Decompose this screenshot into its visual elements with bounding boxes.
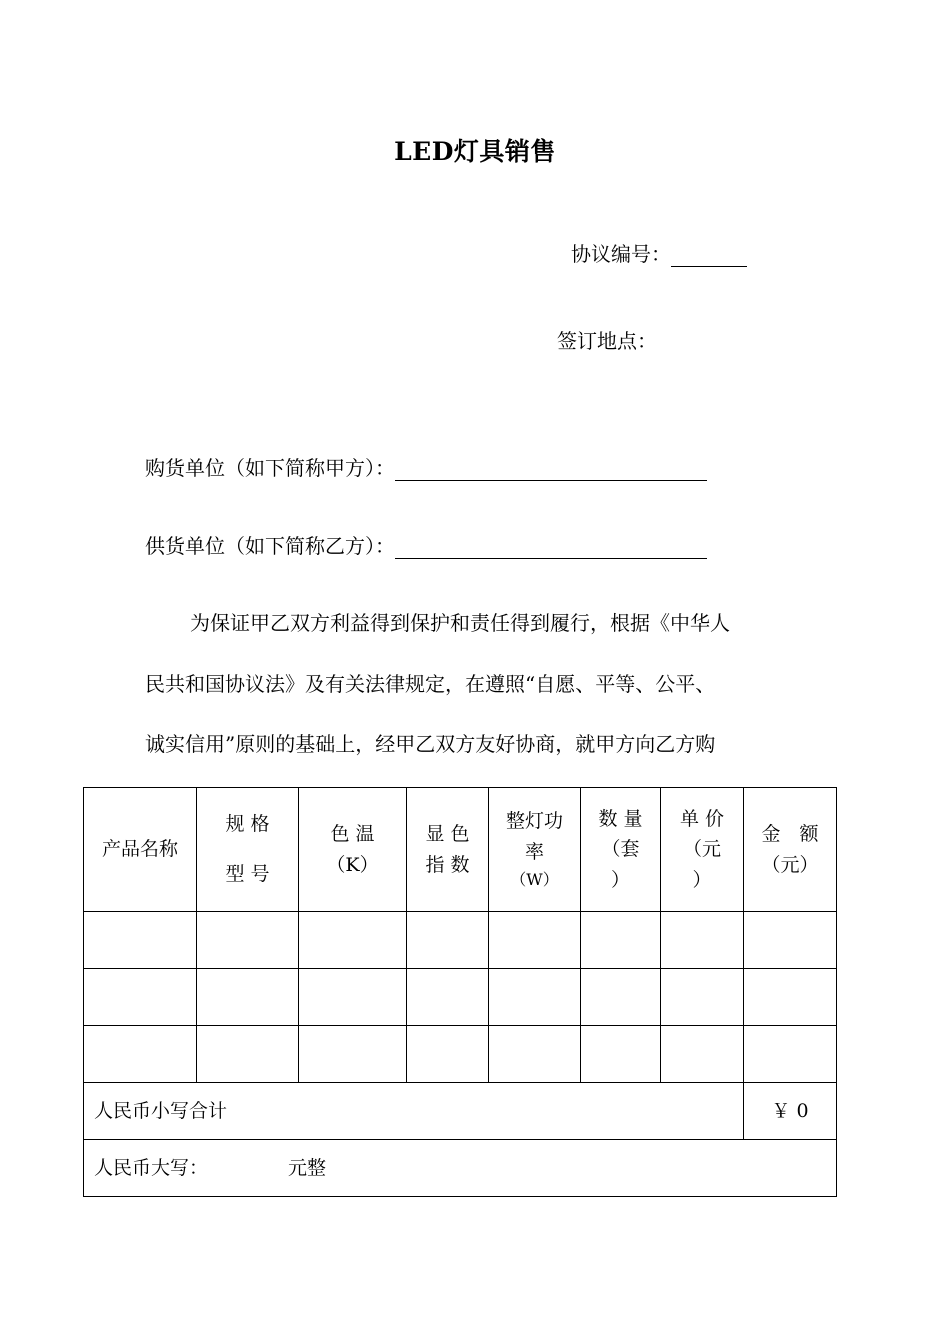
table-cell[interactable] bbox=[299, 969, 407, 1026]
intro-paragraph-line: 民共和国协议法》及有关法律规定，在遵照“自愿、平等、公平、 bbox=[145, 672, 716, 696]
agreement-number-field[interactable] bbox=[671, 244, 747, 267]
supplier-label: 供货单位（如下简称乙方）： bbox=[145, 534, 395, 558]
header-quantity: 数 量 （套 ） bbox=[581, 788, 661, 912]
table-cell[interactable] bbox=[84, 969, 197, 1026]
signing-place-label: 签订地点： bbox=[557, 329, 657, 353]
table-cell[interactable] bbox=[407, 969, 489, 1026]
header-color-temp: 色 温 （K） bbox=[299, 788, 407, 912]
agreement-number-label: 协议编号： bbox=[571, 242, 671, 266]
total-value[interactable]: ￥ 0 bbox=[744, 1083, 837, 1140]
table-cell[interactable] bbox=[489, 969, 581, 1026]
supplier-field[interactable] bbox=[395, 536, 707, 559]
intro-paragraph-line: 为保证甲乙双方利益得到保护和责任得到履行，根据《中华人 bbox=[190, 611, 730, 635]
table-cell[interactable] bbox=[407, 912, 489, 969]
table-cell[interactable] bbox=[84, 1026, 197, 1083]
intro-paragraph-line: 诚实信用”原则的基础上，经甲乙双方友好协商，就甲方向乙方购 bbox=[145, 732, 716, 756]
buyer-field[interactable] bbox=[395, 458, 707, 481]
table-cell[interactable] bbox=[197, 1026, 299, 1083]
table-cell[interactable] bbox=[407, 1026, 489, 1083]
order-table bbox=[83, 787, 837, 1197]
table-header-row bbox=[84, 788, 837, 912]
table-cell[interactable] bbox=[581, 969, 661, 1026]
table-row bbox=[84, 1026, 837, 1083]
supplier-line bbox=[145, 530, 707, 559]
total-label: 人民币小写合计 bbox=[84, 1083, 744, 1140]
capital-amount-label: 人民币大写： bbox=[94, 1156, 209, 1179]
buyer-label: 购货单位（如下简称甲方）： bbox=[145, 456, 395, 480]
header-power: 整灯功 率 （W） bbox=[489, 788, 581, 912]
table-row bbox=[84, 969, 837, 1026]
table-cell[interactable] bbox=[661, 969, 744, 1026]
document-title: LED灯具销售 bbox=[394, 137, 556, 166]
agreement-number-line bbox=[571, 238, 747, 267]
header-amount: 金 额 （元） bbox=[744, 788, 837, 912]
table-cell[interactable] bbox=[744, 1026, 837, 1083]
table-cell[interactable] bbox=[661, 912, 744, 969]
total-row bbox=[84, 1083, 837, 1140]
capital-amount-cell bbox=[84, 1140, 837, 1197]
buyer-line bbox=[145, 452, 707, 481]
table-cell[interactable] bbox=[581, 1026, 661, 1083]
signing-place-line bbox=[557, 325, 657, 354]
table-cell[interactable] bbox=[489, 912, 581, 969]
table-cell[interactable] bbox=[744, 969, 837, 1026]
table-cell[interactable] bbox=[84, 912, 197, 969]
table-cell[interactable] bbox=[581, 912, 661, 969]
table-cell[interactable] bbox=[299, 1026, 407, 1083]
table-cell[interactable] bbox=[661, 1026, 744, 1083]
capital-amount-row bbox=[84, 1140, 837, 1197]
table-cell[interactable] bbox=[299, 912, 407, 969]
header-cri: 显 色 指 数 bbox=[407, 788, 489, 912]
table-row bbox=[84, 912, 837, 969]
table-cell[interactable] bbox=[489, 1026, 581, 1083]
table-cell[interactable] bbox=[197, 912, 299, 969]
header-unit-price: 单 价 （元 ） bbox=[661, 788, 744, 912]
capital-amount-suffix: 元整 bbox=[288, 1156, 327, 1179]
table-cell[interactable] bbox=[197, 969, 299, 1026]
header-product-name: 产品名称 bbox=[84, 788, 197, 912]
header-spec-model: 规 格 型 号 bbox=[197, 788, 299, 912]
table-cell[interactable] bbox=[744, 912, 837, 969]
